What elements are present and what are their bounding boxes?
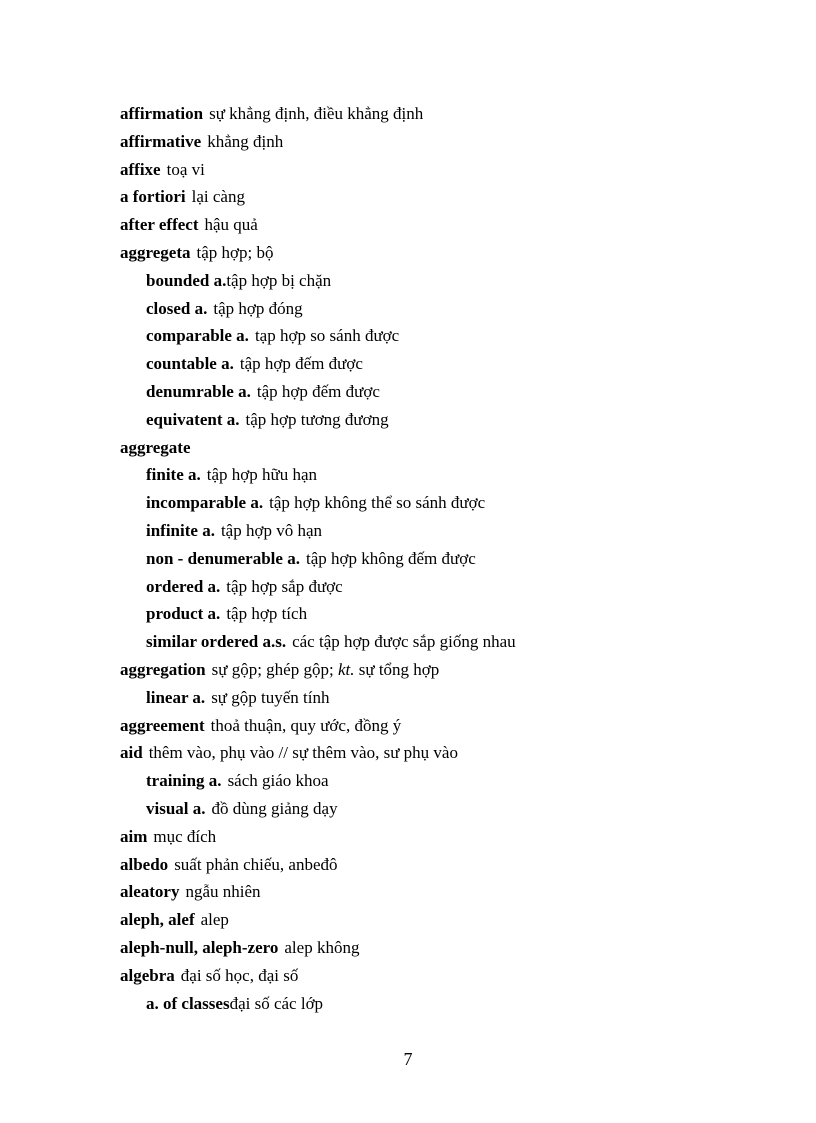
entry-definition: toạ vi xyxy=(166,159,205,179)
sub-entry xyxy=(120,684,740,712)
sub-entry xyxy=(120,628,740,656)
dictionary-entry xyxy=(120,128,740,156)
entry-term: countable a. xyxy=(146,354,234,374)
entry-term: aleatory xyxy=(120,882,180,902)
entry-definition: đồ dùng giảng dạy xyxy=(211,798,338,818)
entry-definition: tập hợp đếm được xyxy=(239,354,363,374)
dictionary-entry xyxy=(120,851,740,879)
entry-definition: các tập hợp được sắp giống nhau xyxy=(292,632,516,652)
entry-term: visual a. xyxy=(146,798,206,818)
entry-term: closed a. xyxy=(146,298,208,318)
entry-term: equivatent a. xyxy=(146,409,240,429)
dictionary-entry xyxy=(120,100,740,128)
dictionary-entry xyxy=(120,656,740,684)
sub-entry xyxy=(120,406,740,434)
entry-definition: tập hợp bị chặn xyxy=(226,270,332,290)
entry-term: albedo xyxy=(120,854,169,874)
entry-term: aid xyxy=(120,743,143,763)
entry-term: a fortiori xyxy=(120,187,186,207)
dictionary-entry xyxy=(120,878,740,906)
entry-definition: tập hợp đếm được xyxy=(256,381,380,401)
entry-term: non - denumerable a. xyxy=(146,548,300,568)
entry-term: ordered a. xyxy=(146,576,221,596)
entry-definition: khẳng định xyxy=(207,131,284,151)
entry-definition: đại số học, đại số xyxy=(180,965,299,985)
entry-term: comparable a. xyxy=(146,326,249,346)
entry-definition: tập hợp đóng xyxy=(213,298,303,318)
entry-term: affirmative xyxy=(120,131,202,151)
sub-entry xyxy=(120,767,740,795)
entry-definition: tập hợp không thể so sánh được xyxy=(269,493,486,513)
entry-term: finite a. xyxy=(146,465,201,485)
sub-entry xyxy=(120,517,740,545)
entry-term: aggreement xyxy=(120,715,205,735)
entry-definition: lại càng xyxy=(191,187,245,207)
dictionary-entry xyxy=(120,962,740,990)
entry-term: infinite a. xyxy=(146,520,215,540)
dictionary-entry xyxy=(120,239,740,267)
entry-term: incomparable a. xyxy=(146,493,264,513)
sub-entry xyxy=(120,573,740,601)
entry-term: aleph, alef xyxy=(120,910,195,930)
entry-term: after effect xyxy=(120,215,199,235)
entry-definition: sách giáo khoa xyxy=(227,771,329,791)
entry-term: aggregate xyxy=(120,437,191,457)
entry-term: training a. xyxy=(146,771,222,791)
sub-entry xyxy=(120,295,740,323)
sub-entry xyxy=(120,489,740,517)
entry-definition: tập hợp hữu hạn xyxy=(206,465,318,485)
entry-term: product a. xyxy=(146,604,221,624)
sub-entry xyxy=(120,267,740,295)
sub-entry xyxy=(120,378,740,406)
entry-term: affirmation xyxy=(120,104,204,123)
entry-definition: tập hợp sắp được xyxy=(226,576,343,596)
entry-term: affixe xyxy=(120,159,161,179)
entry-definition: hậu quả xyxy=(204,215,258,235)
dictionary-entry xyxy=(120,823,740,851)
entry-domain-abbrev: kt. xyxy=(337,659,355,679)
dictionary-entry xyxy=(120,906,740,934)
entry-definition: đại số các lớp xyxy=(229,993,324,1013)
entry-definition: tập hợp tích xyxy=(226,604,308,624)
entry-term: bounded a. xyxy=(146,270,227,290)
entry-definition: tập hợp không đếm được xyxy=(305,548,476,568)
entry-definition: mục đích xyxy=(153,826,217,846)
entry-term: linear a. xyxy=(146,687,206,707)
entry-definition: tập hợp; bộ xyxy=(196,242,274,262)
sub-entry xyxy=(120,990,740,1018)
dictionary-entry xyxy=(120,434,740,462)
entry-term: aggregeta xyxy=(120,242,191,262)
entry-term: denumrable a. xyxy=(146,381,251,401)
dictionary-entry xyxy=(120,156,740,184)
entry-definition: sự gộp tuyến tính xyxy=(211,687,330,707)
sub-entry xyxy=(120,795,740,823)
sub-entry xyxy=(120,545,740,573)
dictionary-entry-list xyxy=(120,100,740,1017)
entry-definition: thoả thuận, quy ước, đồng ý xyxy=(210,715,402,735)
dictionary-entry xyxy=(120,183,740,211)
sub-entry xyxy=(120,350,740,378)
entry-term: aim xyxy=(120,826,148,846)
entry-term: a. of classes xyxy=(146,993,230,1013)
entry-definition: sự gộp; ghép gộp; xyxy=(211,659,334,679)
entry-term: similar ordered a.s. xyxy=(146,632,287,652)
dictionary-entry xyxy=(120,712,740,740)
entry-definition: tạp hợp so sánh được xyxy=(254,326,400,346)
entry-definition-continued: sự tổng hợp xyxy=(358,659,440,679)
dictionary-entry xyxy=(120,934,740,962)
entry-term: aggregation xyxy=(120,659,206,679)
entry-definition: thêm vào, phụ vào // sự thêm vào, sư phụ vào xyxy=(148,743,458,763)
page-number: 7 xyxy=(403,1049,413,1069)
entry-definition: tập hợp vô hạn xyxy=(220,520,323,540)
dictionary-entry xyxy=(120,211,740,239)
sub-entry xyxy=(120,322,740,350)
sub-entry xyxy=(120,461,740,489)
entry-definition: tập hợp tương đương xyxy=(245,409,389,429)
dictionary-entry xyxy=(120,739,740,767)
entry-definition: ngẫu nhiên xyxy=(185,882,261,902)
entry-definition: suất phản chiếu, anbeđô xyxy=(174,854,338,874)
entry-term: algebra xyxy=(120,965,175,985)
entry-definition: sự khẳng định, điều khẳng định xyxy=(209,104,424,123)
sub-entry xyxy=(120,600,740,628)
entry-term: aleph-null, aleph-zero xyxy=(120,937,279,957)
entry-definition: alep xyxy=(200,910,229,930)
entry-definition: alep không xyxy=(284,937,360,957)
